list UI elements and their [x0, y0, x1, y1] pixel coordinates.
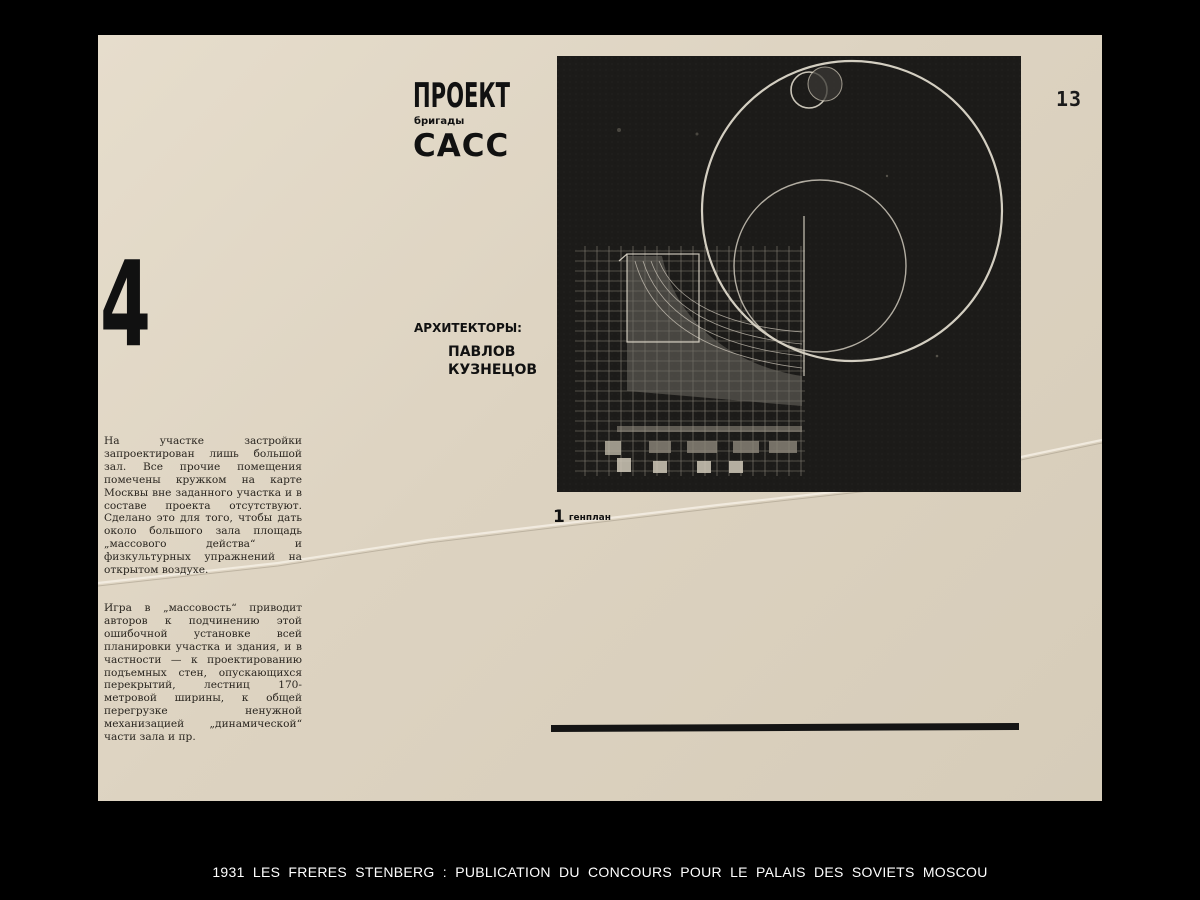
figure-caption-number: 1 [553, 507, 565, 527]
body-paragraph: Игра в „массовость“ приводит авторов к подчинению этой ошибочной установке всей планировки участка и здания, и в частности — к проектированию подъемных стен, опускающихся перекрытий, лестниц 170-метровой ширины, к общей перегрузке ненужной механизацией „динамической“ части зала и пр. [104, 602, 302, 744]
figure-caption [553, 507, 611, 527]
title-brigade: бригады [414, 116, 465, 127]
site-plan-figure [557, 56, 1021, 492]
architects-list [448, 343, 537, 379]
architects-label: АРХИТЕКТОРЫ: [414, 321, 522, 335]
figure-caption-text: генплан [568, 513, 611, 523]
title-project: ПРОЕКТ [413, 76, 511, 116]
page-number: 13 [1056, 87, 1083, 111]
architect-name: ПАВЛОВ [448, 344, 516, 360]
section-numeral: 4 [100, 235, 151, 373]
architect-name: КУЗНЕЦОВ [448, 362, 538, 378]
project-title-block [413, 76, 553, 164]
slide-caption: 1931 LES FRERES STENBERG : PUBLICATION DU CONCOURS POUR LE PALAIS DES SOVIETS MOSCOU [212, 864, 988, 880]
site-plan-drawing [557, 56, 1021, 492]
magazine-page [98, 35, 1102, 801]
body-paragraph: На участке застройки запроектирован лишь большой зал. Все прочие помещения помечены кружком на карте Москвы вне заданного участка и в составе проекта отсутствуют. Сделано это для того, чтобы дать около большого зала площадь „массового действа“ и физкультурных упражнений на открытом воздухе. [104, 435, 302, 577]
title-group-name: САСС [413, 128, 510, 164]
horizontal-rule [551, 723, 1019, 732]
